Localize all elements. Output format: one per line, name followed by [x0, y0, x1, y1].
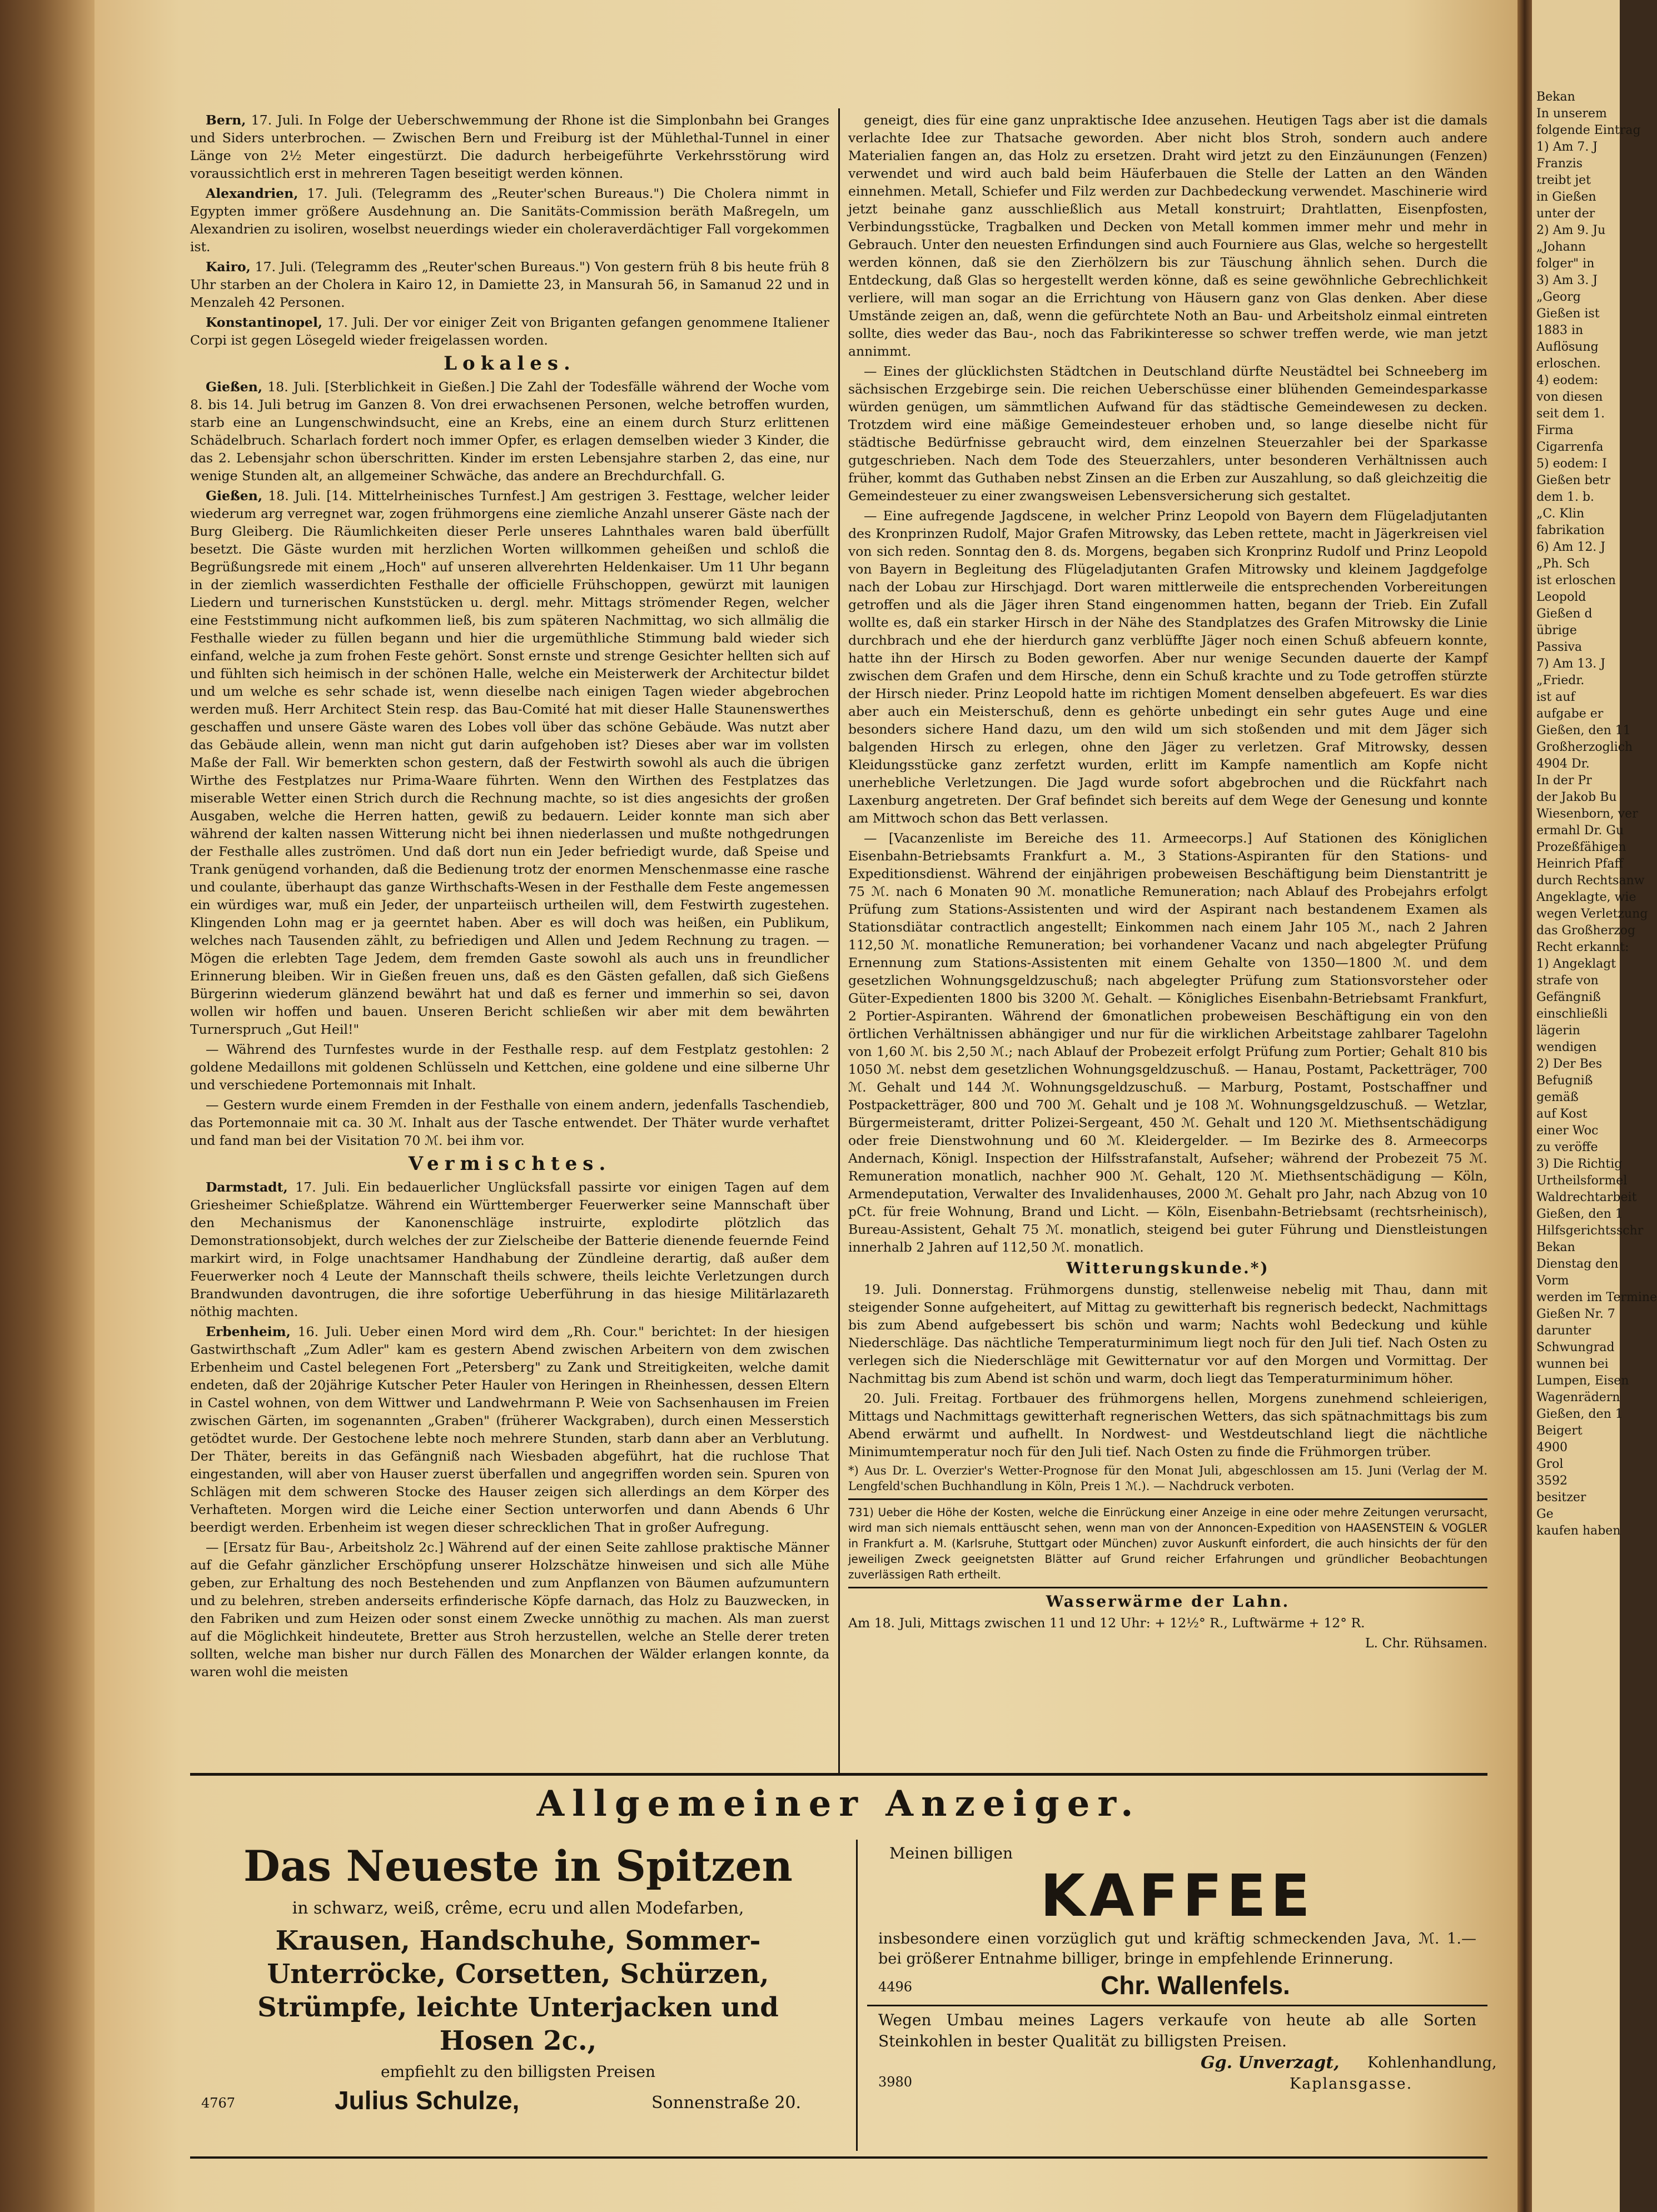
facing-page-line: Wagenrädern	[1536, 1391, 1620, 1404]
facing-page-line: Großherzoglich	[1536, 740, 1633, 754]
facing-page-line: Firma	[1536, 424, 1574, 437]
facing-page-line: in Gießen	[1536, 190, 1596, 204]
book-binding	[0, 0, 94, 2212]
lokales-item-dateline: Gießen,	[206, 379, 263, 395]
facing-page-line: Passiva	[1536, 640, 1583, 654]
foreign-news	[190, 111, 829, 349]
foreign-item-dateline: Kairo,	[206, 259, 251, 275]
book-gutter	[1517, 0, 1532, 2212]
facing-page-line: darunter	[1536, 1324, 1591, 1338]
facing-page-line: kaufen haben	[1536, 1524, 1621, 1538]
facing-page-line: 6) Am 12. J	[1536, 540, 1606, 554]
facing-page-line: 4900	[1536, 1441, 1568, 1454]
facing-page-line: Gießen d	[1536, 607, 1593, 621]
facing-page-line: Heinrich Pfaff	[1536, 857, 1624, 871]
kohlen-address: Kaplansgasse.	[1290, 2075, 1413, 2093]
facing-page-line: 2) Der Bes	[1536, 1057, 1603, 1071]
lokales-item-2	[190, 1040, 829, 1094]
right-item-text: geneigt, dies für eine ganz unpraktische Idee anzusehen. Heutigen Tags aber ist die damals verlachte Idee zur Thatsache geworden. Aber nicht blos Stroh, sondern auch andere Materialien fangen an, das Holz zu ersetzen. Draht wird jetzt zu den Einzäunungen (Fenzen) verwendet und wird auch bald beim Häuferbauen die Stelle der Latten an den Wänden einnehmen. Metall, Schiefer und Filz werden zur Dachbedeckung verwendet. Maschinerie wird jetzt beinahe ganz ausschließlich aus Metall konstruirt; Drahtlatten, Eisenpfosten, Verbindungsstücke, Tragbalken und Decken von Metall kommen immer mehr und mehr in Gebrauch. Unter den neuesten Erfindungen sind auch Fourniere aus Glas, welche so hergestellt werden können, daß sie den Zierhölzern bis zur Täuschung ähnlich sehen. Durch die Entdeckung, daß Glas so hergestellt werden könne, daß es seine gewöhnliche Gebrechlichkeit verliere, will man sogar an die Errichtung von Häusern ganz von Glas denken. Aber diese Umstände zeigen an, daß, wenn die gefürchtete Noth an Bau- und Arbeitsholz einmal eintreten sollte, dies weder das Bau-, noch das Fabrikinteresse so schwer treffen werde, wie man jetzt annimmt.	[848, 112, 1487, 359]
facing-page-line: Hilfsgerichtsschr	[1536, 1224, 1644, 1238]
lokales-item-text: — Während des Turnfestes wurde in der Festhalle resp. auf dem Festplatz gestohlen: 2 goldene Medaillons mit goldenen Schlüsseln und Kettchen, eine goldene und eine silberne Uhr und verschiedene Portemonnais mit Inhalt.	[190, 1042, 829, 1093]
spitzen-subtitle: in schwarz, weiß, crême, ecru und allen Modefarben,	[292, 1899, 744, 1918]
weather-para-0: 19. Juli. Donnerstag. Frühmorgens dunstig, stellenweise nebelig mit Thau, dann mit steigender Sonne aufgeheitert, auf Mittag zu gewitterhaft bis regnerisch bedeckt, Nachmittags bis zum Abend aufgebessert bis schön und warm; Nachts wohl Bedeckung und kühle Niederschläge. Das nächtliche Temperaturminimum liegt noch für den Juli tief. Nach Osten zu verlegen sich die Niederschläge mit Gewitternatur vor auf den Morgen und Vormittag. Der Nachmittag bis zum Abend ist schön und warm, doch liegt das Temperaturminimum höher.	[848, 1282, 1487, 1386]
anzeiger-top-rule	[190, 1773, 1487, 1776]
facing-page-line: ist erloschen	[1536, 574, 1616, 587]
facing-page-line: Franzis	[1536, 157, 1583, 171]
facing-page-line: 3) Am 3. J	[1536, 273, 1598, 287]
vermischtes-item-2	[190, 1538, 829, 1681]
vermischtes-item-text: — [Ersatz für Bau-, Arbeitsholz 2c.] Während auf der einen Seite zahllose praktische Männer auf die Gefahr gänzlicher Erschöpfung unserer Holzschätze hinweisen und sich alle Mühe geben, zur Erhaltung des noch Bestehenden und zum Anpflanzen von Bäumen aufzumuntern und zu belehren, streben anderseits erfinderische Köpfe darnach, das Holz zu Bauzwecken, in den Fabriken und zum Heizen oder sonst einem Zwecke unnöthig zu machen. Als man zuerst auf die Möglichkeit hindeutete, Bretter aus Stroh herzustellen, welche an Stelle derer treten sollten, welche man bisher nur durch Fällen des Monarchen der Wälder erlangen konnte, da waren wohl die meisten	[190, 1540, 829, 1680]
lokales-item-text: 18. Juli. [Sterblichkeit in Gießen.] Die Zahl der Todesfälle während der Woche vom 8. bis 14. Juli betrug im Ganzen 8. Von drei erwachsenen Personen, welche betroffen wurden, starb eine an Lungenschwindsucht, eine an Krebs, eine an einem durch Sturz erlittenen Schädelbruch. Scharlach fordert noch immer Opfer, es erlagen demselben wieder 3 Kinder, die das 2. Lebensjahr schon überschritten. Kinder im ersten Lebensjahre starben 2, das eine, nur wenige Stunden alt, an allgemeiner Schwäche, das andere an Brechdurchfall. G.	[190, 379, 829, 484]
facing-page-line: Urtheilsformel	[1536, 1174, 1628, 1188]
facing-page-line: Waldrechtarbeit	[1536, 1190, 1637, 1204]
lahn-text: Am 18. Juli, Mittags zwischen 11 und 12 Uhr: + 12½° R., Luftwärme + 12° R.	[848, 1615, 1365, 1631]
facing-page-line: Befugniß	[1536, 1074, 1593, 1088]
spitzen-firm: Julius Schulze,	[335, 2086, 520, 2115]
facing-page-line: Gießen betr	[1536, 474, 1610, 487]
facing-page-line: Gießen, den 1	[1536, 1407, 1623, 1421]
facing-page-line: In der Pr	[1536, 774, 1592, 788]
kaffee-text: insbesondere einen vorzüglich gut und kräftig schmeckenden Java, ℳ. 1.— bei größerer Entnahme billiger, bringe in empfehlende Erinnerung.	[878, 1930, 1476, 1967]
lokales-item-1	[190, 487, 829, 1038]
vermischtes-item-1	[190, 1323, 829, 1536]
facing-page-line: Ge	[1536, 1507, 1554, 1521]
facing-page-line: wunnen bei	[1536, 1357, 1609, 1371]
facing-page-line: 3592	[1536, 1474, 1568, 1488]
column-divider	[838, 108, 840, 1776]
lokales-item-text: — Gestern wurde einem Fremden in der Festhalle von einem andern, jedenfalls Taschendieb, das Portemonnaie mit ca. 30 ℳ. Inhalt aus der Tasche entwendet. Der Thäter wurde verhaftet und fand man bei der Visitation 70 ℳ. bei ihm vor.	[190, 1097, 829, 1148]
facing-page-line: „Georg	[1536, 290, 1581, 304]
kohlen-trade: Kohlenhandlung,	[1367, 2054, 1497, 2071]
facing-page-line: Bekan	[1536, 90, 1575, 104]
foreign-item-dateline: Konstantinopel,	[206, 315, 323, 330]
right-item-2	[848, 507, 1487, 827]
facing-page-line: Recht erkannt:	[1536, 940, 1629, 954]
facing-page-line: lägerin	[1536, 1024, 1580, 1038]
facing-page-line: das Großherzog	[1536, 924, 1636, 938]
facing-page-line: folger" in	[1536, 257, 1595, 271]
vermischtes-item-0	[190, 1178, 829, 1321]
facing-page-line: Grol	[1536, 1457, 1564, 1471]
facing-page-line: aufgabe er	[1536, 707, 1604, 721]
facing-page-line: Angeklagte, wie	[1536, 890, 1636, 904]
facing-page-line: Wiesenborn, ver	[1536, 807, 1638, 821]
right-news	[848, 111, 1487, 1256]
spitzen-number: 4767	[201, 2095, 236, 2111]
facing-page-line: Gießen, den 1	[1536, 1207, 1623, 1221]
facing-page-line: auf Kost	[1536, 1107, 1588, 1121]
haasenstein-ad: 731) Ueber die Höhe der Kosten, welche die Einrückung einer Anzeige in eine oder mehre Zeitungen verursacht, wird man sich niemals enttäuscht sehen, wenn man von der Annoncen-Expedition von HAASENSTEIN & VOGLER in Frankfurt a. M. (Karlsruhe, Stuttgart oder München) zuvor Auskunft einfordert, die auch hinsichts der für den jeweiligen Zweck geeignetsten Blätter auf Grund reicher Erfahrungen und gründlicher Beobachtungen zuverlässigen Rath ertheilt.	[848, 1506, 1487, 1581]
facing-page-line: seit dem 1.	[1536, 407, 1605, 421]
facing-page-line: „Friedr.	[1536, 674, 1585, 687]
ads-divider	[856, 1840, 858, 2151]
left-column	[190, 111, 829, 1683]
facing-page-line: besitzer	[1536, 1491, 1586, 1504]
facing-page-line: strafe von	[1536, 974, 1599, 988]
right-item-0	[848, 111, 1487, 360]
lokales-item-text: 18. Juli. [14. Mittelrheinisches Turnfest.] Am gestrigen 3. Festtage, welcher leider wiederum arg verregnet war, zogen frühmorgens eine ziemliche Anzahl unserer Gäste nach der Burg Gleiberg. Die Räumlichkeiten dieser Perle unseres Lahnthales waren bald überfüllt besetzt. Die Gäste wurden mit herzlichen Worten willkommen geheißen und schloß die Begrüßungsrede mit einem „Hoch" auf unseren allverehrten Heldenkaiser. Um 11 Uhr begann in der ziemlich wasserdichten Festhalle der officielle Frühschoppen, gewürzt mit launigen Liedern und turnerischen Kunststücken u. dergl. mehr. Mittags strömender Regen, welcher eine Feststimmung nicht aufkommen ließ, bis zum späteren Nachmittag, wo sich allmälig die Festhalle wieder zu füllen begann und hier die urgemüthliche Stimmung bald wieder sich einfand, welche ja zum frohen Feste gehört. Sonst ernste und strenge Gesichter hellten sich auf und fühlten sich heimisch in der schönen Halle, welche ein Meisterwerk der Architectur bildet und um welche es sehr schade ist, wenn dieselbe nach einigen Tagen wieder abgebrochen werden muß. Herr Architect Stein resp. das Bau-Comité hat mit dieser Halle Staunenswerthes geschaffen und unsere Gäste waren des Lobes voll über das schöne Gebäude. Was nutzt aber das Gebäude allein, wenn man nicht gut darin aufgehoben ist? Dieses aber war im vollsten Maße der Fall. Wir bemerkten schon gestern, daß der Festwirth sowohl als auch die übrigen Wirthe des Festplatzes nur Prima-Waare führten. Wenn den Wirthen des Festplatzes das miserable Wetter einen Strich durch die Rechnung machte, so ist dies angesichts der großen Ausgaben, welche die Herren hatten, gewiß zu bedauern. Leider konnte man sich aber während der kalten nassen Witterung nicht bei ihnen niederlassen und mußte nothgedrungen der Festhalle alles zuströmen. Und daß dort nun ein Jeder befriedigt wurde, daß Speise und Trank genügend vorhanden, daß die Bedienung trotz der enormen Menschenmasse eine rasche und coulante, überhaupt das ganze Wirthschafts-Wesen in der Festhalle dem Feste angemessen ein würdiges war, muß ein Jeder, der unparteiisch urtheilen will, dem Festwirth zugestehen. Klingenden Lohn mag er ja geerntet haben. Aber es will doch was heißen, ein Publikum, welches nach Tausenden zählt, zu befriedigen und Allen und Jedem Rechnung zu tragen. — Mögen die erlebten Tage Jedem, dem fremden Gaste sowohl als auch uns in freundlicher Erinnerung bleiben. Wir in Gießen freuen uns, daß es den Gästen gefallen, daß sich Gießens Bürgerinn wiederum glänzend bewährt hat und daß es ferner und immerhin so sei, davon wollen wir hoffen und bauen. Unseren Bericht schließen wir aber mit dem bewährten Turnerspruch „Gut Heil!"	[190, 488, 829, 1037]
facing-page-line: wegen Verletzung	[1536, 907, 1648, 921]
facing-page-line: fabrikation	[1536, 524, 1605, 537]
facing-page-line: unter der	[1536, 207, 1595, 221]
facing-page-line: erloschen.	[1536, 357, 1601, 371]
facing-page-line: Vorm	[1536, 1274, 1569, 1288]
lokales-item-3	[190, 1096, 829, 1149]
facing-page-line: dem 1. b.	[1536, 490, 1595, 504]
right-item-3	[848, 829, 1487, 1256]
facing-page-line: einer Woc	[1536, 1124, 1599, 1138]
foreign-item-dateline: Bern,	[206, 112, 246, 128]
facing-page-line: „Ph. Sch	[1536, 557, 1590, 571]
facing-page-line: von diesen	[1536, 390, 1603, 404]
facing-page-line: Beigert	[1536, 1424, 1583, 1438]
anzeiger-bottom-rule	[190, 2156, 1487, 2159]
facing-page-line: der Jakob Bu	[1536, 790, 1617, 804]
spitzen-items: Krausen, Handschuhe, Sommer-Unterröcke, Corsetten, Schürzen, Strümpfe, leichte Unterjacken und Hosen 2c.,	[257, 1925, 779, 2056]
vermischtes-item-dateline: Erbenheim,	[206, 1324, 291, 1339]
facing-page-line: 5) eodem: I	[1536, 457, 1607, 471]
facing-page-line: 2) Am 9. Ju	[1536, 223, 1606, 237]
facing-page-fragment	[1532, 0, 1657, 2212]
anzeiger-heading: Allgemeiner Anzeiger.	[536, 1783, 1141, 1825]
weather-para-1: 20. Juli. Freitag. Fortbauer des frühmorgens hellen, Morgens zunehmend schleierigen, Mittags und Nachmittags gewitterhaft regnerischen Wetters, das sich spätnachmittags bis zum Abend erwärmt und aufhellt. In Nordwest- und Westdeutschland liegt die nächtliche Minimumtemperatur noch für den Juli tief. Nach Osten zu finde die Frühmorgen trüber.	[848, 1391, 1487, 1459]
spitzen-address: Sonnenstraße 20.	[651, 2093, 802, 2113]
spitzen-title: Das Neueste in Spitzen	[243, 1841, 793, 1891]
facing-page-line: folgende Eintrag	[1536, 123, 1641, 137]
vermischtes-heading: Vermischtes.	[408, 1153, 611, 1175]
kaffee-title: KAFFEE	[1040, 1862, 1315, 1930]
weather-footnote: *) Aus Dr. L. Overzier's Wetter-Prognose für den Monat Juli, abgeschlossen am 15. Juni (Verlag der M. Lengfeld'schen Buchhandlung in Köln, Preis 1 ℳ.). — Nachdruck verboten.	[848, 1464, 1487, 1493]
facing-page-line: zu veröffe	[1536, 1140, 1598, 1154]
newspaper-page	[94, 0, 1517, 2212]
facing-page-line: Gefängniß	[1536, 990, 1601, 1004]
kohlen-number: 3980	[878, 2074, 913, 2090]
facing-page-line: Bekan	[1536, 1240, 1575, 1254]
facing-page-line: ist auf	[1536, 690, 1575, 704]
facing-page-line: übrige	[1536, 624, 1577, 637]
facing-page-line: 4904 Dr.	[1536, 757, 1590, 771]
facing-page-line: einschließli	[1536, 1007, 1608, 1021]
vermischtes-item-dateline: Darmstadt,	[206, 1179, 288, 1195]
weather-section	[848, 1281, 1487, 1461]
facing-page-line: werden im Termine	[1536, 1291, 1657, 1304]
lahn-signature: L. Chr. Rühsamen.	[1365, 1635, 1487, 1651]
right-item-text: — [Vacanzenliste im Bereiche des 11. Armeecorps.] Auf Stationen des Königlichen Eisenbahn-Betriebsamts Frankfurt a. M., 3 Stations-Aspiranten für den Stations- und Expeditionsdienst. Während der einjährigen probeweisen Beschäftigung beim Dienstantritt je 75 ℳ. nach 6 Monaten 90 ℳ. monatliche Remuneration; nach Ablauf des Probejahrs erfolgt Prüfung zum Stations-Assistenten und wird der Aspirant nach bestandenem Examen als Stationsdiätar contractlich angestellt; Einkommen nach einem Jahr 105 ℳ., nach 2 Jahren 112,50 ℳ. monatliche Remuneration; bei vorhandener Vacanz und nach abgelegter Prüfung Ernennung zum Stations-Assistenten mit einem Gehalte von 1350—1800 ℳ. und dem gesetzlichen Wohnungsgeldzuschuß; nach abgelegter Prüfung zum Stationsvorsteher oder Güter-Expedienten 1800 bis 3200 ℳ. Gehalt. — Königliches Eisenbahn-Betriebsamt Frankfurt, 2 Portier-Aspiranten. Während der 6monatlichen probeweisen Beschäftigung ein von den örtlichen Verhältnissen abhängiger und nur für die wirklichen Arbeitstage zahlbarer Tagelohn von 1,60 ℳ. bis 2,50 ℳ.; nach Ablauf der Probezeit erfolgt Prüfung zum Portier; Gehalt 810 bis 1050 ℳ. nebst dem gesetzlichen Wohnungsgeldzuschuß. — Hanau, Postamt, Packetträger, 700 ℳ. Gehalt und 144 ℳ. Wohnungsgeldzuschuß. — Marburg, Postamt, Postschaffner und Postpacketträger, 800 und 700 ℳ. Gehalt und je 108 ℳ. Wohnungsgeldzuschuß. — Wetzlar, Bürgermeisteramt, dritter Polizei-Sergeant, 450 ℳ. Gehalt und 120 ℳ. Miethsentschädigung oder freie Dienstwohnung und 60 ℳ. Kleidergelder. — Im Bezirke des 8. Armeecorps Andernach, Königl. Inspection der Hilfsstrafanstalt, Aufseher; während der Probezeit 75 ℳ. Remuneration monatlich, nachher 900 ℳ. Gehalt, 120 ℳ. Miethsentschädigung — Köln, Armendeputation, Verwalter des Invalidenhauses, 2000 ℳ. Gehalt pro Jahr, nach Abzug von 10 pCt. für freie Wohnung, Brand und Licht. — Köln, Eisenbahn-Betriebsamt (rechtsrheinisch), Bureau-Assistent, Gehalt 75 ℳ. monatlich, steigend bei guter Führung und Dienstleistungen innerhalb 2 Jahren auf 112,50 ℳ. monatlich.	[848, 830, 1487, 1255]
vermischtes-section	[190, 1178, 829, 1681]
facing-page-line: 1) Angeklagt	[1536, 957, 1616, 971]
facing-page-line: Gießen ist	[1536, 307, 1600, 321]
facing-page-line: Auflösung	[1536, 340, 1599, 354]
facing-page-line: Gießen, den 11	[1536, 724, 1631, 738]
lokales-item-dateline: Gießen,	[206, 488, 263, 504]
facing-page-line: Lumpen, Eisen	[1536, 1374, 1629, 1388]
facing-page-line: ermahl Dr. Gu	[1536, 824, 1624, 838]
facing-page-line: Leopold	[1536, 590, 1586, 604]
kaffee-intro: Meinen billigen	[889, 1844, 1013, 1862]
lahn-heading: Wasserwärme der Lahn.	[1046, 1592, 1290, 1611]
vermischtes-item-text: 17. Juli. Ein bedauerlicher Unglücksfall passirte vor einigen Tagen auf dem Griesheimer Schießplatze. Während ein Württemberger Feuerwerker seine Mannschaft über den Mechanismus der Kanonenschläge instruirte, explodirte plötzlich das Demonstrationsobjekt, durch welches der zur Zielscheibe der Batterie dienende feuernde Feind markirt wird, in Folge unachtsamer Handhabung der Zündleine derartig, daß außer dem Feuerwerker noch 4 Leute der Mannschaft theils schwere, theils leichte Verletzungen durch Brandwunden davontrugen, die ihre sofortige Ueberführung in das hiesige Militärlazareth nöthig machten.	[190, 1179, 829, 1319]
facing-page-line: durch Rechtsanw	[1536, 874, 1645, 888]
facing-page-line: Cigarrenfa	[1536, 440, 1604, 454]
facing-page-line: Gießen Nr. 7	[1536, 1307, 1615, 1321]
foreign-item-2	[190, 258, 829, 311]
facing-page-line: 3) Die Richtig	[1536, 1157, 1623, 1171]
kaffee-number: 4496	[878, 1979, 913, 1995]
spitzen-prices: empfiehlt zu den billigsten Preisen	[380, 2062, 656, 2081]
facing-page-line: 7) Am 13. J	[1536, 657, 1606, 671]
foreign-item-0	[190, 111, 829, 182]
lokales-heading: Lokales.	[444, 352, 576, 375]
facing-page-line: treibt jet	[1536, 173, 1591, 187]
right-item-1	[848, 362, 1487, 505]
lokales-section	[190, 378, 829, 1149]
facing-page-line: In unserem	[1536, 107, 1607, 121]
foreign-item-3	[190, 313, 829, 349]
lokales-item-0	[190, 378, 829, 485]
facing-page-line: 4) eodem:	[1536, 373, 1599, 387]
kaffee-ad	[867, 1844, 1497, 2096]
foreign-item-text: 17. Juli. Der vor einiger Zeit von Briganten gefangen genommene Italiener Corpi ist gegen Lösegeld wieder freigelassen worden.	[190, 315, 829, 348]
right-item-text: — Eine aufregende Jagdscene, in welcher Prinz Leopold von Bayern dem Flügeladjutanten des Kronprinzen Rudolf, Major Grafen Mitrowsky, das Leben rettete, macht in Jägerkreisen viel von sich reden. Sonntag den 8. ds. Morgens, begaben sich Kronprinz Rudolf und Prinz Leopold von Bayern in Begleitung des Flügeladjutanten Grafen Mitrowsky und kleinem Jagdgefolge nach der Lobau zur Hirschjagd. Dort waren mittlerweile die entsprechenden Vorbereitungen getroffen und als die Jäger ihren Stand eingenommen hatten, begann der Trieb. Ein Zufall wollte es, daß ein starker Hirsch in der Nähe des Standplatzes des Grafen Mitrowsky die Linie durchbrach und ehe der hierdurch ganz verblüffte Jäger noch einen Schuß abfeuern konnte, hatte ihn der Hirsch zu Boden geworfen. Aber nur wenige Secunden dauerte der Kampf zwischen dem Grafen und dem Hirsche, denn ein Schuß krachte und zu Tode getroffen stürzte der Hirsch nieder. Prinz Leopold hatte im richtigen Moment denselben abgefeuert. Es war dies aber auch ein Meisterschuß, denn es gehörte unbedingt ein sehr gutes Auge und eine besonders sichere Hand dazu, um den wild um sich stoßenden und mit dem Jäger sich balgenden Hirsch zu erlegen, ohne den Jäger zu verletzen. Graf Mitrowsky, dessen Kleidungsstücke ganz zerfetzt wurden, erlitt im Kampfe namentlich am Kopfe nicht unerhebliche Verletzungen. Die Jagd wurde sofort abgebrochen und die Rückfahrt nach Laxenburg angetreten. Der Graf befindet sich bereits auf dem Wege der Genesung und konnte am Mittwoch schon das Bett verlassen.	[848, 508, 1487, 826]
weather-heading: Witterungskunde.*)	[1066, 1259, 1270, 1277]
spitzen-ad	[190, 1840, 846, 2116]
right-column	[848, 111, 1487, 1654]
foreign-item-text: 17. Juli. (Telegramm des „Reuter'schen Bureaus.") Die Cholera nimmt in Egypten immer größere Ausdehnung an. Die Sanitäts-Commission beräth Maßregeln, um Alexandrien zu isoliren, woselbst neuerdings wieder ein choleraverdächtiger Fall vorgekommen ist.	[190, 186, 829, 255]
facing-page-line: gemäß	[1536, 1090, 1579, 1104]
facing-page-line: 1883 in	[1536, 323, 1584, 337]
facing-page-line: Schwungrad	[1536, 1341, 1615, 1354]
kohlen-text: Wegen Umbau meines Lagers verkaufe von heute ab alle Sorten Steinkohlen in bester Qualität zu billigsten Preisen.	[878, 2011, 1476, 2050]
foreign-item-dateline: Alexandrien,	[206, 186, 298, 201]
facing-page-line: „Johann	[1536, 240, 1586, 254]
facing-page-line: Prozeßfähigen	[1536, 840, 1626, 854]
facing-page-line: wendigen	[1536, 1040, 1597, 1054]
facing-page-line: „C. Klin	[1536, 507, 1585, 521]
kohlen-firm: Gg. Unverzagt,	[1201, 2053, 1340, 2072]
vermischtes-item-text: 16. Juli. Ueber einen Mord wird dem „Rh. Cour." berichtet: In der hiesigen Gastwirthschaft „Zum Adler" kam es gestern Abend zwischen Arbeitern von dem zwischen Erbenheim und Castel belegenen Fort „Petersberg" zu Zank und Streitigkeiten, welche damit endeten, daß der 20jährige Kutscher Peter Hauler von Heringen in Rheinhessen, dessen Eltern in Castel wohnen, von dem Wittwer und Landwehrmann P. Weie von Sachsenhausen im Freien zwischen Gärten, im sogenannten „Graben" (früherer Wackgraben), durch einen Messerstich getödtet wurde. Der Gestochene lebte noch mehrere Stunden, starb dann aber an Verblutung. Der Thäter, bereits in das Gefängniß nach Wiesbaden abgeführt, hat die ruchlose That eingestanden, will aber von Hauser zuerst überfallen und angegriffen worden sein. Spuren von Schlägen mit dem schweren Stocke des Hauser zeigen sich allerdings an dem Körper des Verhafteten. Morgen wird die Leiche einer Section unterworfen und dann Abends 6 Uhr beerdigt werden. Erbenheim ist wegen dieser schrecklichen That in großer Aufregung.	[190, 1324, 829, 1535]
kaffee-firm: Chr. Wallenfels.	[1101, 1971, 1290, 2000]
foreign-item-text: 17. Juli. In Folge der Ueberschwemmung der Rhone ist die Simplonbahn bei Granges und Siders unterbrochen. — Zwischen Bern und Freiburg ist der Mühlethal-Tunnel in einer Länge von 2½ Meter eingestürzt. Die dadurch herbeigeführte Verkehrsstörung wird voraussichtlich erst in mehreren Tagen beseitigt werden können.	[190, 112, 829, 181]
facing-page-line: Dienstag den	[1536, 1257, 1619, 1271]
foreign-item-1	[190, 185, 829, 256]
right-item-text: — Eines der glücklichsten Städtchen in Deutschland dürfte Neustädtel bei Schneeberg im sächsischen Erzgebirge sein. Die reichen Ueberschüsse einer blühenden Gemeindesparkasse würden genügen, um sämmtlichen Aufwand für das städtische Gemeindewesen zu decken. Trotzdem wird eine mäßige Gemeindesteuer erhoben und, so lange dieselbe nicht für städtische Bedürfnisse gebraucht wird, dem einzelnen Steuerzahler bei der Sparkasse gutgeschrieben. Nach dem Tode des Steuerzahlers, unter besonderen Verhältnissen auch früher, kommt das Guthaben nebst Zinsen an die Erben zur Auszahlung, so daß gleichzeitig die Gemeindesteuer zu einer zwangsweisen Lebensversicherung sich gestaltet.	[848, 363, 1487, 504]
facing-page-line: 1) Am 7. J	[1536, 140, 1598, 154]
foreign-item-text: 17. Juli. (Telegramm des „Reuter'schen Bureaus.") Von gestern früh 8 bis heute früh 8 Uhr starben an der Cholera in Kairo 12, in Damiette 23, in Mansurah 56, in Samanud 22 und in Menzaleh 42 Personen.	[190, 259, 829, 310]
